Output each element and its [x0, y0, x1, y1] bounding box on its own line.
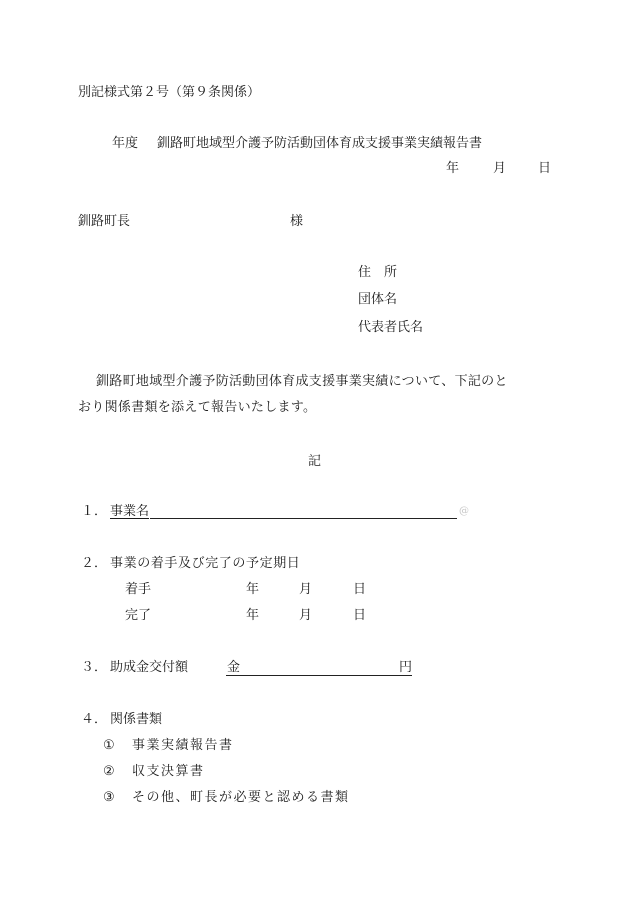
item2-label: 事業の着手及び完了の予定期日 [110, 556, 301, 571]
addressee-name: 釧路町長 [78, 214, 131, 229]
item4-label: 関係書類 [110, 712, 163, 727]
ki-heading: 記 [308, 454, 322, 469]
fiscal-year-label: 年度 [112, 136, 139, 151]
applicant-group-name-label: 団体名 [358, 292, 398, 307]
date-year-label: 年 [446, 161, 460, 176]
form-label: 別記様式第２号（第９条関係） [78, 85, 261, 100]
date-day-label: 日 [538, 161, 552, 176]
amount-prefix: 金 [227, 660, 241, 675]
doc-1-text: 事業実績報告書 [132, 738, 234, 753]
end-month-label: 月 [299, 608, 313, 623]
item4-number: ４． [81, 712, 108, 727]
start-month-label: 月 [299, 582, 313, 597]
end-day-label: 日 [353, 608, 367, 623]
start-day-label: 日 [353, 582, 367, 597]
item1-label: 事業名 [110, 504, 150, 519]
doc-1-mark: ① [103, 738, 115, 753]
end-year-label: 年 [246, 608, 260, 623]
applicant-representative-label: 代表者氏名 [358, 320, 424, 335]
body-text-line2: おり関係書類を添えて報告いたします。 [78, 400, 317, 415]
item2-number: ２． [81, 556, 108, 571]
item1-mark: @ [459, 506, 469, 517]
end-label: 完了 [125, 608, 152, 623]
doc-3-mark: ③ [103, 790, 115, 805]
amount-suffix: 円 [399, 660, 413, 675]
item1-number: １． [81, 504, 108, 519]
doc-2-text: 収支決算書 [132, 764, 205, 779]
item3-number: ３． [81, 660, 108, 675]
start-year-label: 年 [246, 582, 260, 597]
document-title: 釧路町地域型介護予防活動団体育成支援事業実績報告書 [157, 136, 483, 151]
item3-label: 助成金交付額 [110, 660, 189, 675]
amount-underline [226, 675, 412, 676]
applicant-address-label: 住 所 [358, 265, 398, 280]
doc-2-mark: ② [103, 764, 115, 779]
body-text-line1: 釧路町地域型介護予防活動団体育成支援事業実績について、下記のと [96, 374, 508, 389]
start-label: 着手 [125, 582, 152, 597]
doc-3-text: その他、町長が必要と認める書類 [132, 790, 350, 805]
date-month-label: 月 [493, 161, 507, 176]
addressee-honorific: 様 [290, 214, 304, 229]
item1-underline [150, 518, 457, 519]
